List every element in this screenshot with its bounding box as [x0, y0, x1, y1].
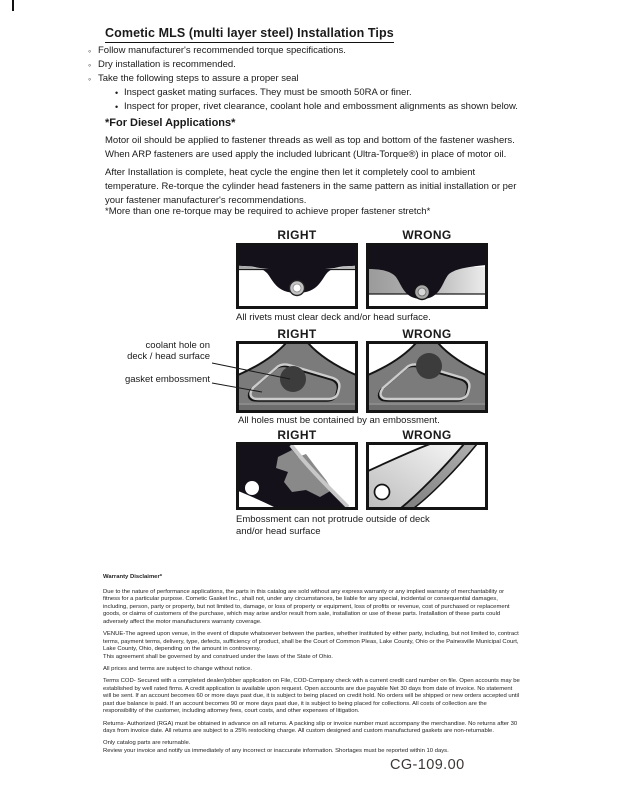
row2-caption: All holes must be contained by an embossment. — [238, 415, 440, 426]
row3-wrong-label: WRONG — [402, 428, 452, 442]
row3-caption-line1: Embossment can not protrude outside of deck — [236, 514, 430, 525]
row3-right-label: RIGHT — [277, 428, 317, 442]
page-title: Cometic MLS (multi layer steel) Installation Tips — [105, 26, 394, 43]
diesel-applications-heading: *For Diesel Applications* — [105, 117, 236, 129]
list-item: ◦ Dry installation is recommended. — [88, 58, 528, 72]
legal-paragraph: VENUE-The agreed upon venue, in the event of dispute whatsoever between the parties, whether instituted by either party, including, but not limited to, contract terms, payment terms, delivery, type, defects, sufficiency of product, shall be the Court of Common Pleas, Lake County, Ohio or the Painesville Municipal Court, Lake County, Ohio, depending on the amount in controversy. — [103, 631, 519, 653]
diagram-coolant-hole-wrong — [366, 341, 488, 413]
diagram-embossment-wrong — [366, 442, 488, 510]
list-item: ◦ Take the following steps to assure a proper seal — [88, 72, 528, 86]
legal-section — [103, 574, 520, 760]
row2-wrong-label: WRONG — [402, 327, 452, 341]
coolant-hole-label-line2: deck / head surface — [127, 350, 210, 362]
legal-paragraph: Returns- Authorized (RGA) must be obtained in advance on all returns. A packing slip or invoice number must accompany the merchandise. No returns after 30 days from invoice date. All returns are subject to a 25% restocking charge. All custom designed and custom manufactured gaskets are non-returnable. — [103, 720, 518, 735]
row2-right-label: RIGHT — [277, 327, 317, 341]
diagram-rivet-wrong — [366, 243, 488, 309]
warranty-disclaimer-heading: Warranty Disclaimer* — [103, 574, 163, 580]
row1-right-label: RIGHT — [277, 228, 317, 242]
row3-caption — [236, 514, 476, 538]
legal-paragraph: Terms COD- Secured with a completed dealer/jobber application on File, COD-Company check with a current credit card number on file. Open accounts may be established by well rated firms. A credit application is available upon request. Open accounts are due payable Net 30 days from date of invoice. No statement will be sent. If an account becomes 60 or more days past due, it is subject to being placed on credit hold. No orders will be shipped or new orders accepted until past due balance is paid. If an account becomes 90 or more days past due, it is subject to being placed for collections. All costs of collection are the responsibility of the customer, including attorney fees, court costs, and other expenses of litigation. — [103, 678, 520, 715]
crop-mark — [12, 0, 14, 11]
diesel-paragraph-2: After Installation is complete, heat cycle the engine then let it completely cool to ambient temperature. Re-torque the cylinder head fasteners in the same pattern as initial installation or per your fastener manufacturer's recommendations. — [105, 167, 517, 206]
installation-tips-list — [88, 44, 528, 114]
legal-paragraph: This agreement shall be governed by and construed under the laws of the State of Ohio. — [103, 653, 333, 660]
legal-paragraph: Due to the nature of performance applications, the parts in this catalog are sold without any express warranty or any implied warranty of merchantability or fitness for a particular purpose. Cometic Gasket Inc., shall not, under any circumstances, be liable for any special, incidental or consequential damages, including, person, party or property, but not limited to, damage, or loss of property or equipment, loss of profits or revenue, cost of purchased or replacement goods, or claims of customers of the purchase, which may arise and/or result from sale, installation or use of these parts. Installation of these parts could adversely affect the motor manufacturers warranty coverage. — [103, 588, 510, 625]
document-number: CG-109.00 — [390, 757, 465, 773]
list-sub-item: • Inspect gasket mating surfaces. They must be smooth 50RA or finer. — [115, 86, 528, 100]
retorque-note: *More than one re-torque may be required to achieve proper fastener stretch* — [105, 206, 431, 217]
diagram-rivet-right — [236, 243, 358, 309]
legal-paragraph: All prices and terms are subject to change without notice. — [103, 665, 252, 672]
legal-paragraph: Review your invoice and notify us immediately of any incorrect or inaccurate information. Shortages must be reported within 10 days. — [103, 747, 449, 754]
gasket-embossment-label: gasket embossment — [124, 374, 210, 385]
diagram-embossment-right — [236, 442, 358, 510]
row1-caption: All rivets must clear deck and/or head surface. — [236, 312, 431, 323]
list-sub-item: • Inspect for proper, rivet clearance, coolant hole and embossment alignments as shown below. — [115, 100, 528, 114]
legal-paragraph: Only catalog parts are returnable. — [103, 740, 191, 747]
list-item: ◦ Follow manufacturer's recommended torque specifications. — [88, 44, 528, 58]
row1-wrong-label: WRONG — [402, 228, 452, 242]
row3-caption-line2: and/or head surface — [236, 526, 321, 537]
coolant-hole-label-line1: coolant hole on — [145, 340, 210, 351]
leader-lines — [110, 336, 310, 406]
diesel-paragraph-1: Motor oil should be applied to fastener threads as well as top and bottom of the fastener washers. When ARP fasteners are used apply the included lubricant (Ultra-Torque®) in place of motor oil. — [105, 135, 515, 160]
